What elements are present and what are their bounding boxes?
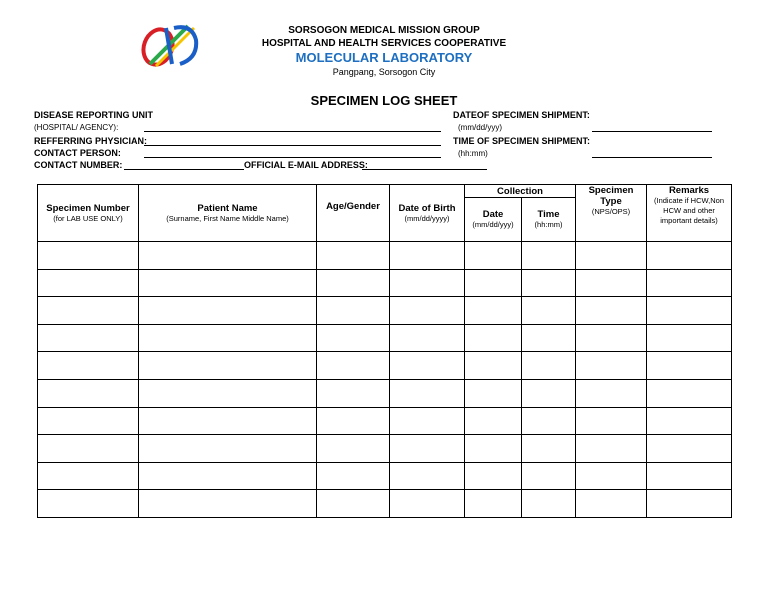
- col-collection-date: Date (mm/dd/yyy): [465, 198, 522, 242]
- page-title: SPECIMEN LOG SHEET: [310, 93, 458, 108]
- table-cell[interactable]: [576, 407, 647, 435]
- table-cell[interactable]: [139, 407, 317, 435]
- table-cell[interactable]: [139, 352, 317, 380]
- table-cell[interactable]: [647, 490, 732, 518]
- table-cell[interactable]: [390, 269, 465, 297]
- table-row: [38, 269, 732, 297]
- table-cell[interactable]: [390, 379, 465, 407]
- table-row: [38, 242, 732, 270]
- table-cell[interactable]: [647, 462, 732, 490]
- table-cell[interactable]: [522, 435, 576, 463]
- table-cell[interactable]: [139, 462, 317, 490]
- table-cell[interactable]: [576, 379, 647, 407]
- col-patient-name: Patient Name (Surname, First Name Middle Name): [139, 185, 317, 242]
- col-collection-time: Time (hh:mm): [522, 198, 576, 242]
- table-cell[interactable]: [38, 407, 139, 435]
- table-cell[interactable]: [38, 490, 139, 518]
- table-cell[interactable]: [139, 324, 317, 352]
- table-cell[interactable]: [390, 242, 465, 270]
- address: Pangpang, Sorsogon City: [332, 67, 436, 77]
- table-cell[interactable]: [390, 490, 465, 518]
- disease-unit-label: DISEASE REPORTING UNIT: [34, 110, 154, 120]
- physician-label: REFFERRING PHYSICIAN:: [34, 136, 148, 146]
- table-cell[interactable]: [38, 435, 139, 463]
- table-cell[interactable]: [317, 462, 390, 490]
- disease-unit-field[interactable]: [144, 131, 441, 132]
- table-cell[interactable]: [38, 352, 139, 380]
- shipment-time-label: TIME OF SPECIMEN SHIPMENT:: [453, 136, 591, 146]
- specimen-log-table: [37, 184, 732, 518]
- shipment-time-field[interactable]: [592, 157, 712, 158]
- table-row: [38, 407, 732, 435]
- shipment-date-sublabel: (mm/dd/yyy): [458, 123, 502, 132]
- table-cell[interactable]: [38, 379, 139, 407]
- table-body: [38, 242, 732, 518]
- table-cell[interactable]: [647, 407, 732, 435]
- shipment-date-field[interactable]: [592, 131, 712, 132]
- table-cell[interactable]: [465, 490, 522, 518]
- table-cell[interactable]: [647, 379, 732, 407]
- table-cell[interactable]: [317, 379, 390, 407]
- table-cell[interactable]: [647, 242, 732, 270]
- org-line-2: HOSPITAL AND HEALTH SERVICES COOPERATIVE: [261, 38, 507, 49]
- table-cell[interactable]: [647, 435, 732, 463]
- table-cell[interactable]: [576, 297, 647, 325]
- table-cell[interactable]: [576, 269, 647, 297]
- table-cell[interactable]: [139, 490, 317, 518]
- col-collection: Collection: [465, 185, 576, 198]
- table-cell[interactable]: [317, 352, 390, 380]
- table-cell[interactable]: [317, 490, 390, 518]
- table-cell[interactable]: [317, 407, 390, 435]
- table-cell[interactable]: [576, 324, 647, 352]
- table-cell[interactable]: [647, 352, 732, 380]
- table-cell[interactable]: [522, 297, 576, 325]
- table-cell[interactable]: [390, 462, 465, 490]
- physician-field[interactable]: [144, 145, 441, 146]
- table-cell[interactable]: [139, 435, 317, 463]
- table-cell[interactable]: [465, 352, 522, 380]
- table-cell[interactable]: [522, 269, 576, 297]
- table-cell[interactable]: [317, 435, 390, 463]
- table-cell[interactable]: [522, 324, 576, 352]
- email-field[interactable]: [362, 169, 487, 170]
- col-specimen-type: Specimen Type (NPS/OPS): [576, 185, 647, 242]
- table-cell[interactable]: [522, 462, 576, 490]
- col-remarks: Remarks (Indicate if HCW,Non HCW and other important details): [647, 185, 732, 242]
- table-cell[interactable]: [465, 324, 522, 352]
- table-cell[interactable]: [465, 407, 522, 435]
- contact-number-label: CONTACT NUMBER:: [34, 160, 123, 170]
- table-cell[interactable]: [317, 297, 390, 325]
- table-cell[interactable]: [465, 379, 522, 407]
- table-cell[interactable]: [390, 407, 465, 435]
- table-row: [38, 379, 732, 407]
- table-cell[interactable]: [38, 242, 139, 270]
- table-cell[interactable]: [576, 352, 647, 380]
- table-cell[interactable]: [465, 435, 522, 463]
- table-cell[interactable]: [139, 297, 317, 325]
- table-cell[interactable]: [465, 462, 522, 490]
- table-cell[interactable]: [390, 435, 465, 463]
- contact-person-field[interactable]: [144, 157, 441, 158]
- org-line-1: SORSOGON MEDICAL MISSION GROUP: [288, 25, 480, 36]
- table-row: [38, 352, 732, 380]
- table-cell[interactable]: [465, 269, 522, 297]
- col-age-gender: Age/Gender: [317, 185, 390, 242]
- shipment-date-label: DATEOF SPECIMEN SHIPMENT:: [453, 110, 590, 120]
- contact-number-field[interactable]: [124, 169, 244, 170]
- table-cell[interactable]: [139, 379, 317, 407]
- table-cell[interactable]: [465, 242, 522, 270]
- col-specimen-number: Specimen Number (for LAB USE ONLY): [38, 185, 139, 242]
- table-cell[interactable]: [317, 269, 390, 297]
- table-cell[interactable]: [38, 324, 139, 352]
- table-row: [38, 324, 732, 352]
- table-cell[interactable]: [38, 269, 139, 297]
- table-cell[interactable]: [522, 407, 576, 435]
- lab-name: MOLECULAR LABORATORY: [295, 50, 473, 65]
- col-date-of-birth: Date of Birth (mm/dd/yyyy): [390, 185, 465, 242]
- table-cell[interactable]: [576, 242, 647, 270]
- table-cell[interactable]: [576, 490, 647, 518]
- table-cell[interactable]: [465, 297, 522, 325]
- table-cell[interactable]: [317, 242, 390, 270]
- table-cell[interactable]: [38, 462, 139, 490]
- shipment-time-sublabel: (hh:mm): [458, 149, 488, 158]
- table-cell[interactable]: [390, 352, 465, 380]
- table-cell[interactable]: [390, 324, 465, 352]
- table-cell[interactable]: [576, 462, 647, 490]
- table-cell[interactable]: [647, 297, 732, 325]
- table-cell[interactable]: [647, 269, 732, 297]
- table-cell[interactable]: [139, 242, 317, 270]
- table-cell[interactable]: [139, 269, 317, 297]
- table-row: [38, 462, 732, 490]
- table-cell[interactable]: [522, 352, 576, 380]
- table-cell[interactable]: [522, 490, 576, 518]
- table-cell[interactable]: [38, 297, 139, 325]
- table-row: [38, 490, 732, 518]
- table-cell[interactable]: [390, 297, 465, 325]
- contact-person-label: CONTACT PERSON:: [34, 148, 121, 158]
- disease-unit-sublabel: (HOSPITAL/ AGENCY):: [34, 123, 119, 132]
- table-cell[interactable]: [317, 324, 390, 352]
- table-cell[interactable]: [522, 242, 576, 270]
- table-row: [38, 297, 732, 325]
- email-label: OFFICIAL E-MAIL ADDRESS:: [244, 160, 368, 170]
- table-cell[interactable]: [576, 435, 647, 463]
- table-cell[interactable]: [522, 379, 576, 407]
- table-row: [38, 435, 732, 463]
- table-cell[interactable]: [647, 324, 732, 352]
